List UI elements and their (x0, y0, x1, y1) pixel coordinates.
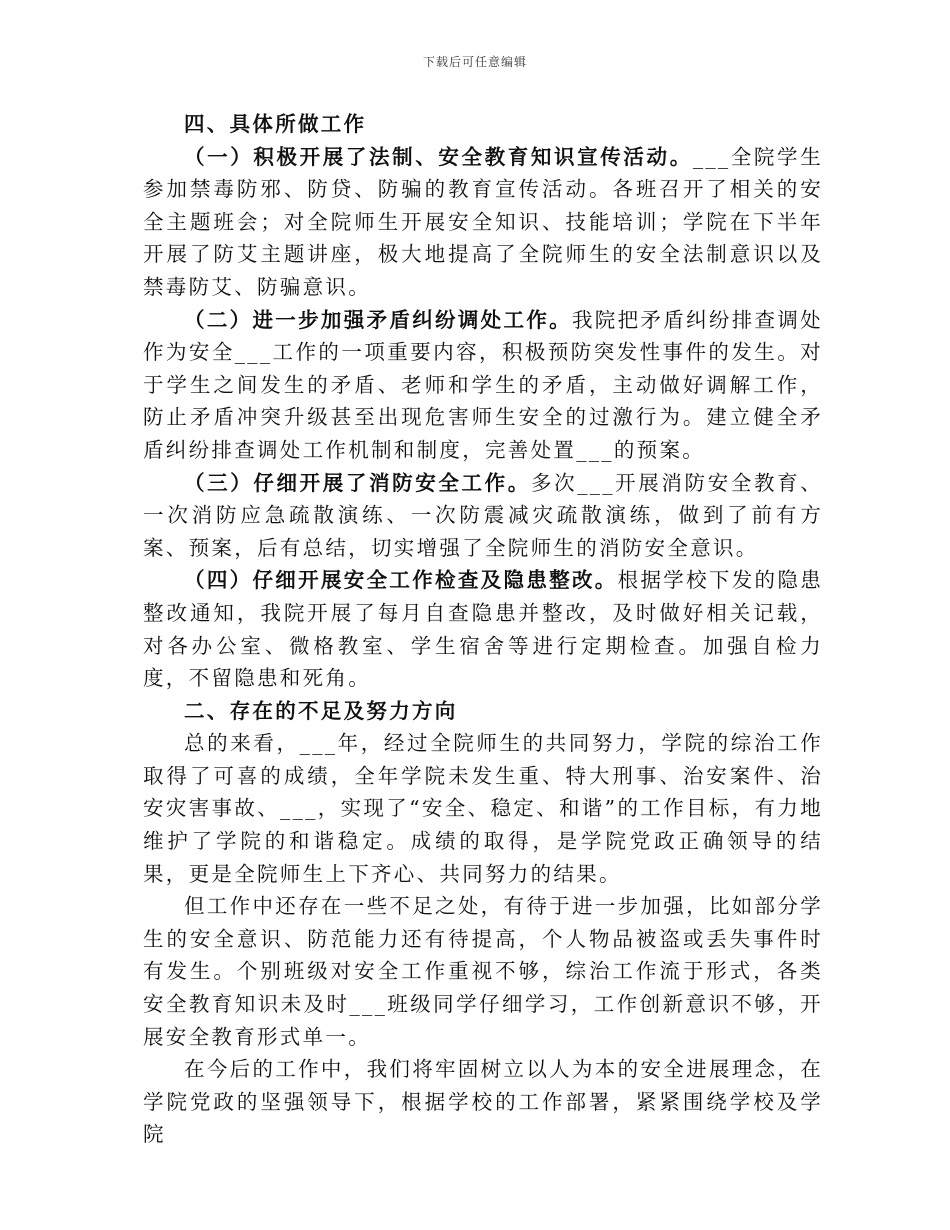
paragraph-item-2 (143, 304, 823, 467)
paragraph-item-3 (143, 467, 823, 565)
item-4-body: 根据学校下发的隐患整改通知，我院开展了每月自查隐患并整改，及时做好相关记载，对各办公室、微格教室、学生宿舍等进行定期检查。加强自检力度，不留隐患和死角。 (143, 568, 824, 691)
paragraph-shortcomings: 但工作中还存在一些不足之处，有待于进一步加强，比如部分学生的安全意识、防范能力还有待提高，个人物品被盗或丢失事件时有发生。个别班级对安全工作重视不够，综治工作流于形式，各类安全教育知识未及时___班级同学仔细学习，工作创新意识不够，开展安全教育形式单一。 (143, 894, 823, 1049)
page-header: 下载后可任意编辑 (422, 55, 527, 69)
item-4-title: （四）仔细开展安全工作检查及隐患整改。 (184, 568, 618, 593)
item-2-body: 我院把矛盾纠纷排查调处作为安全___工作的一项重要内容，积极预防突发性事件的发生。对于学生之间发生的矛盾、老师和学生的矛盾，主动做好调解工作，防止矛盾冲突升级甚至出现危害师生安全的过激行为。建立健全矛盾纠纷排查调处工作机制和制度，完善处置___的预案。 (143, 307, 823, 462)
item-3-title: （三）仔细开展了消防安全工作。 (184, 470, 531, 495)
paragraph-future-work: 在今后的工作中，我们将牢固树立以人为本的安全进展理念，在学院党政的坚强领导下，根据学校的工作部署，紧紧围绕学校及学院 (143, 1057, 823, 1147)
paragraph-summary: 总的来看，___年，经过全院师生的共同努力，学院的综治工作取得了可喜的成绩，全年学院未发生重、特大刑事、治安案件、治安灾害事故、___，实现了“安全、稳定、和谐”的工作目标，有力地维护了学院的和谐稳定。成绩的取得，是学院党政正确领导的结果，更是全院师生上下齐心、共同努力的结果。 (143, 731, 823, 886)
section-heading-2: 二、存在的不足及努力方向 (184, 698, 458, 723)
item-1-title: （一）积极开展了法制、安全教育知识宣传活动。 (184, 144, 693, 169)
paragraph-item-4 (143, 564, 823, 694)
item-2-title: （二）进一步加强矛盾纠纷调处工作。 (184, 307, 572, 332)
paragraph-item-1 (143, 141, 823, 304)
item-3-body: 多次___开展消防安全教育、一次消防应急疏散演练、一次防震减灾疏散演练，做到了前有方案、预案，后有总结，切实增强了全院师生的消防安全意识。 (143, 470, 824, 560)
document-body (143, 108, 823, 1151)
item-1-body: ___全院学生参加禁毒防邪、防贷、防骗的教育宣传活动。各班召开了相关的安全主题班会；对全院师生开展安全知识、技能培训；学院在下半年开展了防艾主题讲座，极大地提高了全院师生的安全法制意识以及禁毒防艾、防骗意识。 (143, 144, 823, 299)
section-heading-4: 四、具体所做工作 (184, 112, 367, 136)
